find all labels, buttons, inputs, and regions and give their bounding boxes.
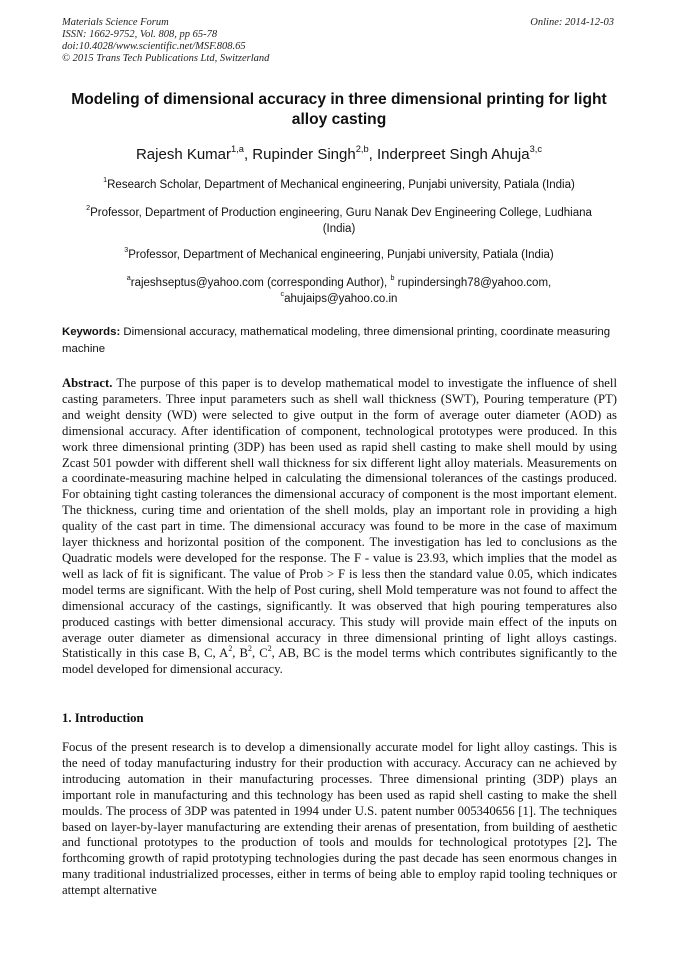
author-separator: , — [243, 146, 253, 163]
online-date: Online: 2014-12-03 — [530, 17, 614, 28]
affiliation-3 — [70, 247, 608, 263]
email-link[interactable]: rupindersingh78@yahoo.com, — [394, 277, 552, 289]
affiliation-text: Professor, Department of Production engineering, Guru Nanak Dev Engineering College, Ludhiana (India) — [90, 207, 592, 235]
author-sup: 1,a — [231, 144, 244, 155]
email-block — [70, 275, 608, 307]
email-link[interactable]: rajeshseptus@yahoo.com (corresponding Author), — [130, 277, 391, 289]
abstract-label: Abstract. — [62, 376, 113, 390]
email-sup: b — [390, 274, 395, 283]
abstract-term-separator: , C — [251, 646, 268, 661]
affiliation-sup: 3 — [124, 246, 129, 255]
intro-period: . — [588, 835, 592, 850]
issn-line: ISSN: 1662-9752, Vol. 808, pp 65-78 — [62, 29, 218, 40]
intro-text: Focus of the present research is to develop a dimensionally accurate model for light alloy castings. This is the need of today manufacturing industry for their production with accuracy. Accuracy can ne achieved by introducing automation in their manufacturing processes. Three dimensional printing (3DP) plays an important role in manufacturing and this technology has been used as rapid shell casting to make the shell moulds. The process of 3DP was patented in 1994 under U.S. patent number 005340656 [1]. The techniques based on layer-by-layer manufacturing are extending their arenas of presentation, from building of aesthetic and functional prototypes to the production of tools and moulds for technological prototypes [2] — [62, 740, 617, 850]
journal-header — [62, 17, 269, 65]
affiliation-sup: 1 — [103, 176, 108, 185]
keywords-text: Dimensional accuracy, mathematical modeling, three dimensional printing, coordinate measuring machine — [62, 326, 611, 355]
paper-title: Modeling of dimensional accuracy in three dimensional printing for light alloy casting — [71, 91, 607, 128]
abstract — [62, 376, 617, 678]
copyright-line: © 2015 Trans Tech Publications Ltd, Switzerland — [62, 53, 270, 64]
author-list — [60, 146, 618, 164]
author-sup: 3,c — [529, 144, 543, 155]
journal-name: Materials Science Forum — [62, 17, 169, 28]
abstract-text: The purpose of this paper is to develop mathematical model to investigate the influence of shell casting parameters. Three input parameters such as shell wall thickness (SWT), Pouring temperature (PT) and weight density (WD) were selected to give output in the form of average outer diameter (AOD) as dimensional accuracy. After identification of component, technological prototypes were produced. In this work three dimensional printing (3DP) has been used as rapid shell casting to make shell mould by using Zcast 501 powder with different shell wall thickness for six different light alloy materials. Measurements on a coordinate-measuring machine helped in calculating the dimensional tolerances of the castings produced. For obtaining tight casting tolerances the dimensional accuracy of component is the most important element. The thickness, curing time and orientation of the shell molds, play an important role in providing a high quality of the cast part in time. The dimensional accuracy was found to be more in the case of maximum layer thickness and horizontal position of the component. The investigation has led to conclusions as the Quadratic models were developed for the response. The F - value is 23.93, which implies that the model as well as lack of fit is significant. The value of Prob > F is less then the standard value 0.05, which indicates model terms are significant. With the help of Post curing, shell Mold temperature was not found to affect the dimensional accuracy of the castings, significantly. It was observed that high pouring temperatures also produced castings with better dimensional accuracy. This study will provide main effect of the inputs on average outer diameter as dimensional accuracy in three dimensional printing of light alloys castings. Statistically in this case B, C, A — [62, 376, 617, 661]
section-heading-introduction: 1. Introduction — [62, 711, 144, 725]
introduction-body — [62, 740, 617, 899]
affiliation-text: Research Scholar, Department of Mechanical engineering, Punjabi university, Patiala (India) — [107, 179, 575, 191]
author-name: Rajesh Kumar — [135, 146, 232, 163]
author-sup: 2,b — [355, 144, 369, 155]
email-link[interactable]: ahujaips@yahoo.co.in — [284, 293, 398, 305]
affiliation-2 — [70, 205, 608, 237]
keywords-label: Keywords: — [62, 326, 121, 338]
author-name: Rupinder Singh — [252, 146, 356, 163]
affiliation-sup: 2 — [86, 204, 91, 213]
intro-text: The forthcoming growth of rapid prototyping technologies during the past decade has seen enormous changes in many traditional industrialized processes, either in terms of being able to employ rapid tooling techniques or attempt alternative — [62, 835, 618, 898]
affiliation-1 — [70, 177, 608, 193]
affiliation-text: Professor, Department of Mechanical engineering, Punjabi university, Patiala (India) — [128, 249, 554, 261]
abstract-term-sup: 2 — [267, 644, 272, 654]
abstract-term-sup: 2 — [228, 644, 233, 654]
doi-line: doi:10.4028/www.scientific.net/MSF.808.65 — [62, 41, 246, 52]
keywords — [62, 324, 617, 358]
email-sup: a — [126, 274, 131, 283]
abstract-term-sup: 2 — [248, 644, 252, 654]
author-name: Inderpreet Singh Ahuja — [376, 146, 530, 163]
abstract-term-separator: , B — [232, 646, 248, 661]
abstract-tail: , AB, BC is the model terms which contributes significantly to the model developed for dimensional accuracy. — [62, 646, 618, 677]
email-sup: c — [280, 290, 285, 299]
author-separator: , — [368, 146, 377, 163]
